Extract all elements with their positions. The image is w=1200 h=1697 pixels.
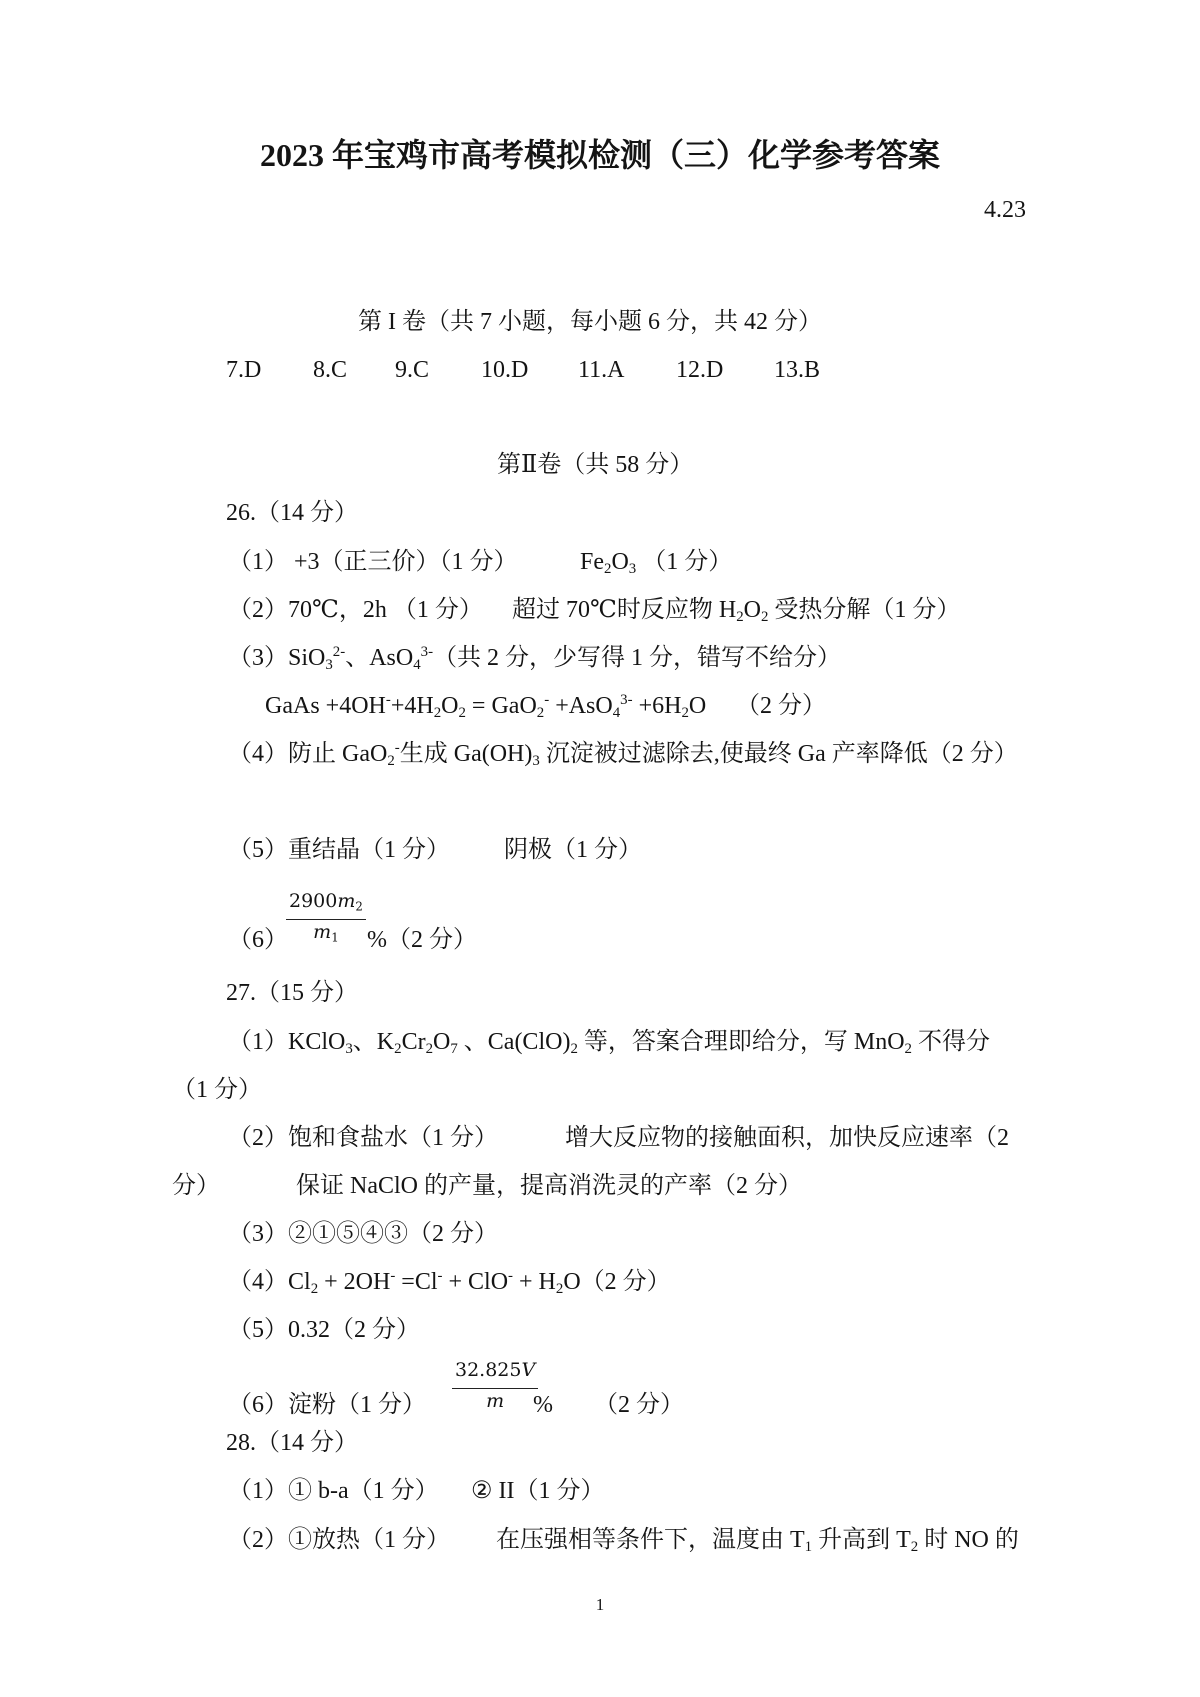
q26-header: 26.（14 分） (226, 500, 358, 526)
q27-item6-answer-a: （6）淀粉（1 分） (228, 1392, 426, 1418)
document-title: 2023 年宝鸡市高考模拟检测（三）化学参考答案 (259, 137, 940, 173)
page-number: 1 (595, 1595, 605, 1614)
text-run: 32.825 (455, 1359, 522, 1381)
superscript: - (437, 1268, 443, 1285)
q27-item3-answer: （3）②①⑤④③（2 分） (228, 1221, 498, 1247)
text-run: + 2OH (318, 1269, 391, 1295)
q28-item2-answer-b (496, 1524, 1019, 1556)
answer-10: 10.D (481, 357, 529, 383)
math-variable: m (486, 1390, 505, 1412)
q27-item2-answer-a: （2）饱和食盐水（1 分） (228, 1125, 498, 1151)
text-run: 、AsO (345, 645, 414, 671)
q27-item6-score: （2 分） (594, 1392, 684, 1418)
answer-7: 7.D (226, 357, 262, 383)
q27-header: 27.（15 分） (226, 980, 358, 1006)
q26-item3-answer (228, 642, 841, 674)
part1-heading: 第 I 卷（共 7 小题，每小题 6 分，共 42 分） (358, 309, 822, 335)
subscript: 7 (450, 1041, 458, 1058)
q26-item2-answer-a: （2）70℃，2h （1 分） (228, 597, 483, 623)
subscript: 4 (612, 705, 621, 722)
text-run: O (743, 597, 761, 623)
q27-item4-answer (228, 1266, 671, 1298)
superscript: - (544, 692, 550, 709)
part2-heading: 第Ⅱ卷（共 58 分） (497, 452, 694, 478)
text-run: 超过 70℃时反应物 H (512, 597, 737, 623)
text-run: GaAs +4OH (265, 693, 386, 719)
superscript: - (394, 740, 400, 757)
document-date: 4.23 (984, 197, 1026, 223)
text-run: 升高到 T (812, 1527, 911, 1553)
superscript: - (390, 1268, 396, 1285)
superscript: 2- (332, 644, 346, 661)
text-run: （3）SiO (228, 645, 326, 671)
q27-item2-continuation-a: 分） (172, 1173, 220, 1199)
q26-item3-equation (265, 690, 706, 722)
q27-item1-answer (228, 1026, 990, 1058)
subscript: 3 (532, 753, 540, 770)
text-run: =Cl (395, 1269, 438, 1295)
answer-13: 13.B (774, 357, 821, 383)
superscript: 3- (620, 692, 633, 709)
text-run: （1）KClO (228, 1029, 346, 1055)
subscript: 2 (458, 705, 466, 722)
text-run: 时 NO 的 (918, 1527, 1019, 1553)
text-run: （4）防止 GaO (228, 741, 388, 767)
subscript: 3 (628, 561, 637, 578)
answer-8: 8.C (313, 357, 348, 383)
q27-item2-continuation-b: 保证 NaClO 的产量，提高消洗灵的产率（2 分） (296, 1173, 802, 1199)
math-variable: m (337, 890, 356, 912)
subscript: 2 (536, 705, 545, 722)
text-run: Cr (401, 1029, 426, 1055)
text-run: +AsO (549, 693, 613, 719)
subscript: 2 (910, 1539, 919, 1556)
text-run: +6H (632, 693, 682, 719)
subscript: 2 (681, 705, 689, 722)
q27-item2-answer-b: 增大反应物的接触面积，加快反应速率（2 (565, 1125, 1009, 1151)
q27-item6-fraction (452, 1358, 538, 1413)
subscript: 3 (325, 657, 333, 674)
math-variable: V (521, 1359, 536, 1381)
subscript: 3 (345, 1041, 353, 1058)
q28-item1-answer-a: （1）① b-a（1 分） (228, 1478, 439, 1504)
text-run: = GaO (465, 693, 537, 719)
text-run: 生成 Ga(OH) (399, 741, 533, 767)
superscript: 3- (420, 644, 434, 661)
q27-item6-percent: % (533, 1392, 553, 1418)
q26-item6-tail: %（2 分） (367, 927, 477, 953)
text-run: 不得分 (911, 1029, 990, 1055)
subscript: 2 (425, 1041, 433, 1058)
q27-item5-answer: （5）0.32（2 分） (228, 1317, 420, 1343)
fraction-numerator (286, 889, 366, 920)
text-run: 2900 (289, 890, 338, 912)
text-run: 等，答案合理即给分，写 MnO (577, 1029, 905, 1055)
superscript: - (508, 1268, 513, 1285)
text-run: O (611, 549, 629, 575)
q26-item2-answer-b (512, 594, 960, 626)
text-run: O (433, 1029, 451, 1055)
q27-item1-continuation: （1 分） (172, 1077, 262, 1103)
fraction-denominator (286, 920, 366, 944)
subscript: 2 (604, 561, 612, 578)
answer-12: 12.D (676, 357, 724, 383)
subscript: 2 (355, 899, 363, 914)
subscript: 2 (433, 705, 442, 722)
subscript: 1 (804, 1539, 813, 1556)
subscript: 2 (555, 1281, 564, 1298)
text-run: （共 2 分，少写得 1 分，错写不给分） (433, 645, 842, 671)
text-run: （1 分） (636, 549, 733, 575)
q26-item6-label: （6） (228, 927, 288, 953)
subscript: 2 (310, 1281, 319, 1298)
text-run: O (688, 693, 707, 719)
subscript: 1 (331, 930, 339, 945)
fraction-denominator (452, 1389, 538, 1413)
text-run: + H (513, 1269, 556, 1295)
text-run: （4）Cl (228, 1269, 311, 1295)
text-run: O（2 分） (563, 1269, 671, 1295)
q26-item5-answer-a: （5）重结晶（1 分） (228, 837, 450, 863)
q28-item1-answer-b: ② II（1 分） (471, 1478, 605, 1504)
text-run: 、K (352, 1029, 395, 1055)
subscript: 2 (736, 609, 744, 626)
text-run: Fe (580, 549, 604, 575)
answer-11: 11.A (578, 357, 625, 383)
text-run: 沉淀被过滤除去,使最终 Ga 产率降低（2 分） (539, 741, 1018, 767)
q26-item1-answer-b (580, 546, 732, 578)
fraction-numerator (452, 1358, 538, 1389)
subscript: 2 (394, 1041, 402, 1058)
text-run: +4H (390, 693, 434, 719)
answer-9: 9.C (395, 357, 430, 383)
q26-item3-equation-score: （2 分） (736, 693, 826, 719)
text-run: O (441, 693, 459, 719)
subscript: 2 (387, 753, 395, 770)
text-run: 、Ca(ClO) (457, 1029, 571, 1055)
text-run: 受热分解（1 分） (768, 597, 961, 623)
subscript: 4 (413, 657, 421, 674)
math-variable: m (313, 921, 332, 943)
q26-item1-answer-a: （1） +3（正三价）（1 分） (228, 549, 518, 575)
subscript: 2 (570, 1041, 578, 1058)
text-run: + ClO (442, 1269, 509, 1295)
subscript: 2 (904, 1041, 912, 1058)
q28-item2-answer-a: （2）①放热（1 分） (228, 1527, 450, 1553)
q28-header: 28.（14 分） (226, 1430, 358, 1456)
q26-item6-fraction (286, 889, 366, 944)
text-run: 在压强相等条件下，温度由 T (496, 1527, 805, 1553)
superscript: - (385, 692, 391, 709)
subscript: 2 (760, 609, 769, 626)
q26-item5-answer-b: 阴极（1 分） (504, 837, 642, 863)
q26-item4-answer (228, 738, 1018, 770)
